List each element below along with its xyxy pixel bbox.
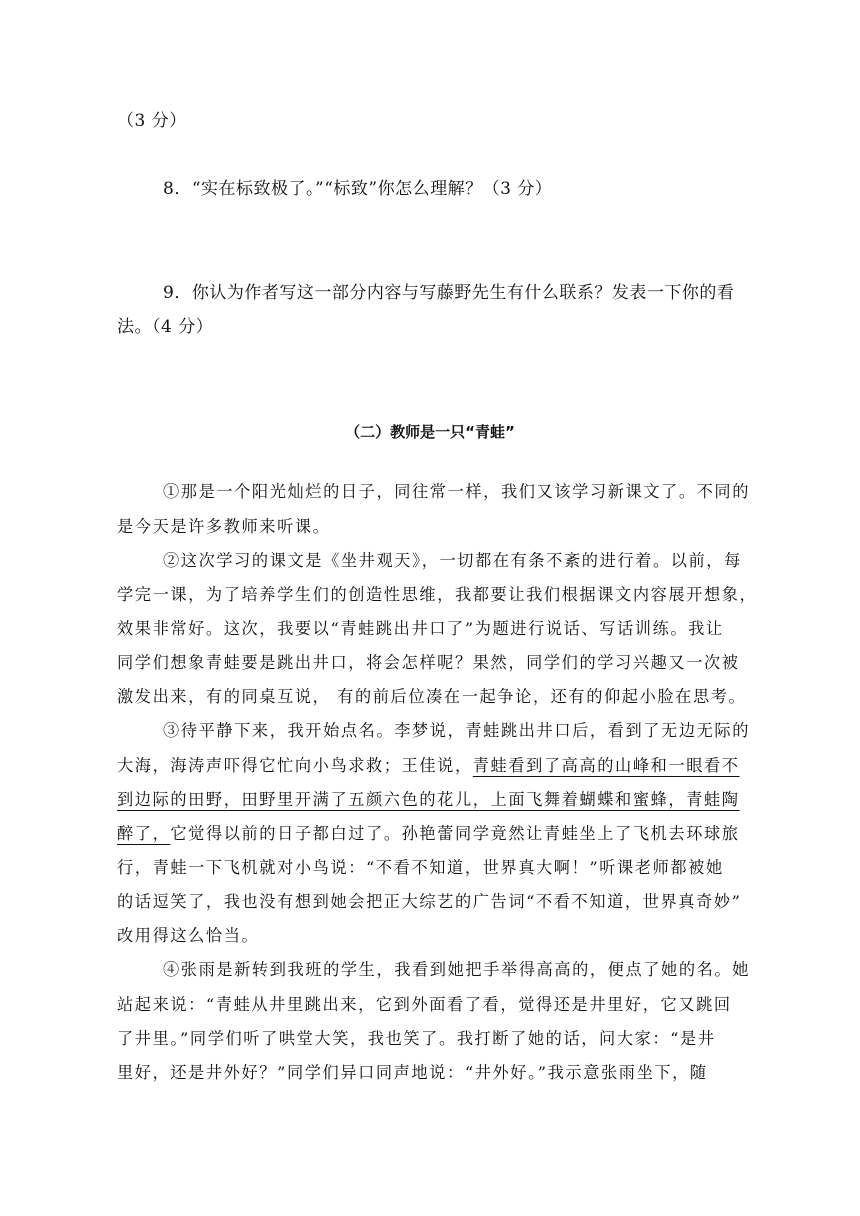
passage-line: 效果非常好。这次，我要以“青蛙跳出井口了”为题进行说话、写话训练。我让 [117, 619, 724, 638]
question-9-line-2: 法。（4 分） [117, 317, 214, 337]
passage-line: ③待平静下来，我开始点名。李梦说，青蛙跳出井口后，看到了无边无际的 [163, 721, 750, 740]
passage-line: 改用得这么恰当。 [117, 926, 260, 945]
passage-line [117, 755, 740, 777]
passage-line: 行，青蛙一下飞机就对小鸟说：“不看不知道，世界真大啊！”听课老师都被她 [117, 858, 724, 877]
passage-line [117, 823, 740, 845]
passage-text: 大海，海涛声吓得它忙向小鸟求救；王佳说， [117, 756, 473, 775]
passage-line: ①那是一个阳光灿烂的日子，同往常一样，我们又该学习新课文了。不同的 [163, 482, 750, 501]
passage-line: 到边际的田野，田野里开满了五颜六色的花儿，上面飞舞着蝴蝶和蜜蜂，青蛙陶 [117, 790, 740, 809]
passage-line: 激发出来，有的同桌互说， 有的前后位凑在一起争论，还有的仰起小脸在思考。 [117, 687, 747, 706]
passage-line: 了井里。”同学们听了哄堂大笑，我也笑了。我打断了她的话，问大家：“是井 [117, 1029, 716, 1048]
passage-line: 站起来说：“青蛙从井里跳出来，它到外面看了看，觉得还是井里好，它又跳回 [117, 995, 732, 1014]
underlined-text: 青蛙看到了高高的山峰和一眼看不 [472, 756, 740, 775]
passage-line: 学完一课，为了培养学生们的创造性思维，我都要让我们根据课文内容展开想象， [117, 585, 758, 604]
passage-line: 同学们想象青蛙要是跳出井口，将会怎样呢？果然，同学们的学习兴趣又一次被 [117, 653, 740, 672]
passage-text: 它觉得以前的日子都白过了。孙艳蕾同学竟然让青蛙坐上了飞机去环球旅 [170, 824, 740, 843]
question-7-score: （3 分） [117, 111, 187, 131]
underlined-text: 醉了， [117, 824, 171, 843]
passage-line: 里好，还是井外好？”同学们异口同声地说：“井外好。”我示意张雨坐下，随 [117, 1063, 708, 1082]
passage-title: （二）教师是一只“青蛙” [345, 423, 515, 441]
passage-line: 是今天是许多教师来听课。 [117, 517, 331, 536]
passage-line: 的话逗笑了，我也没有想到她会把正大综艺的广告词“不看不知道，世界真奇妙” [117, 892, 742, 911]
passage-line: ②这次学习的课文是《坐井观天》，一切都在有条不紊的进行着。以前，每 [163, 551, 742, 570]
question-9-line-1: 9．你认为作者写这一部分内容与写藤野先生有什么联系？发表一下你的看 [163, 283, 735, 303]
question-8: 8．“实在标致极了。”“标致”你怎么理解？（3 分） [163, 179, 553, 199]
passage-line: ④张雨是新转到我班的学生，我看到她把手举得高高的，便点了她的名。她 [163, 960, 750, 979]
